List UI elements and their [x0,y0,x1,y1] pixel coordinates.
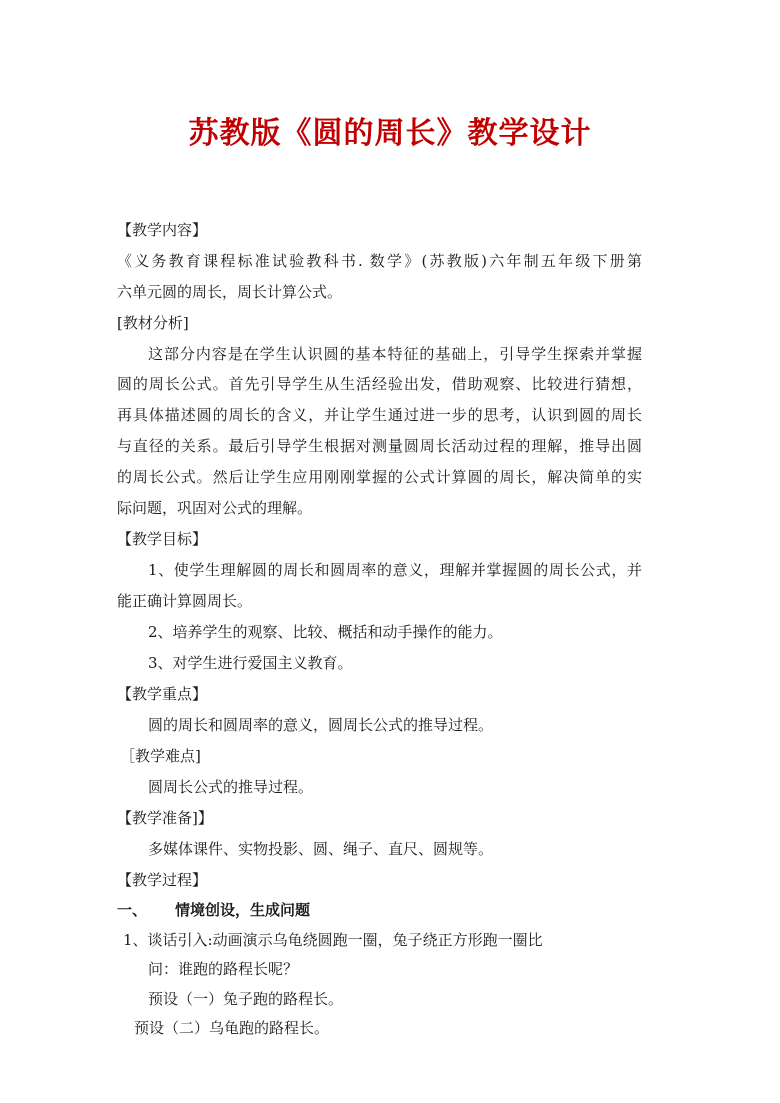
section-heading-goals: 【教学目标】 [117,530,208,548]
paragraph-line: 圆的周长和圆周率的意义，圆周长公式的推导过程。 [148,716,494,734]
paragraph-line: 多媒体课件、实物投影、圆、绳子、直尺、圆规等。 [148,840,494,858]
subsection-title: 情境创设，生成问题 [175,901,311,919]
paragraph-line: 六单元圆的周长，周长计算公式。 [117,283,343,301]
document-title: 苏教版《圆的周长》教学设计 [188,116,592,151]
section-heading-process: 【教学过程】 [117,871,208,889]
paragraph-line: 际问题，巩固对公式的理解。 [117,499,313,517]
paragraph-line: 再具体描述圆的周长的含义，并让学生通过进一步的思考，认识到圆的周长 [117,406,642,424]
section-heading-content: 【教学内容】 [117,221,208,239]
process-step: 预设（二）乌龟跑的路程长。 [134,1019,330,1037]
goal-item: 3、对学生进行爱国主义教育。 [148,654,353,672]
paragraph-line: 圆周长公式的推导过程。 [148,778,314,796]
process-step: 问：谁跑的路程长呢？ [148,960,299,978]
goal-item: 2、培养学生的观察、比较、概括和动手操作的能力。 [148,623,503,641]
section-heading-prep: 【教学准备]】 [117,809,213,827]
process-step: 预设（一）兔子跑的路程长。 [148,990,344,1008]
paragraph-line: 《义务教育课程标准试验教科书. 数学》(苏教版)六年制五年级下册第 [117,252,642,270]
subsection-number: 一、 [117,901,148,919]
goal-item: 能正确计算圆周长。 [117,592,253,610]
section-heading-keypoints: 【教学重点】 [117,685,208,703]
paragraph-line: 这部分内容是在学生认识圆的基本特征的基础上，引导学生探索并掌握 [148,345,642,363]
paragraph-line: 与直径的关系。最后引导学生根据对测量圆周长活动过程的理解，推导出圆 [117,437,642,455]
goal-item: 1、使学生理解圆的周长和圆周率的意义，理解并掌握圆的周长公式，并 [148,561,642,579]
process-step: 1、谈话引入:动画演示乌龟绕圆跑一圈，兔子绕正方形跑一圈比 [123,931,543,949]
paragraph-line: 圆的周长公式。首先引导学生从生活经验出发，借助观察、比较进行猜想， [117,375,642,393]
section-heading-difficulty: ［教学难点] [120,747,201,765]
paragraph-line: 的周长公式。然后让学生应用刚刚掌握的公式计算圆的周长，解决简单的实 [117,468,642,486]
section-heading-analysis: [教材分析] [117,314,189,332]
